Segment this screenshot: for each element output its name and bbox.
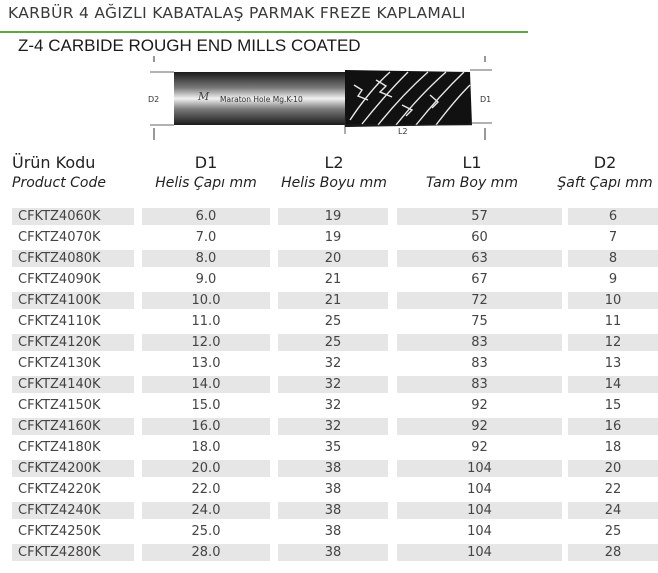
- product-code-cell: CFKTZ4240K: [12, 502, 134, 519]
- l1-cell: 72: [397, 292, 562, 309]
- product-code-cell: CFKTZ4280K: [12, 544, 134, 561]
- d2-cell: 28: [568, 544, 658, 561]
- l2-cell: 20: [278, 250, 388, 267]
- l2-cell: 25: [278, 334, 388, 351]
- l2-cell: 32: [324, 398, 342, 413]
- l1-cell: 63: [397, 250, 562, 267]
- shank-engraving: Maraton Hole Mg.K-10: [220, 95, 303, 104]
- l1-cell: 75: [471, 314, 488, 329]
- l2-cell: 19: [324, 230, 342, 245]
- d1-cell: 14.0: [142, 376, 270, 393]
- product-code-cell: CFKTZ4110K: [18, 314, 101, 329]
- table-row: [0, 479, 658, 500]
- product-code-cell: CFKTZ4090K: [18, 272, 101, 287]
- l1-cell: 67: [471, 272, 488, 287]
- d1-label: D1: [480, 95, 492, 104]
- table-row: [0, 206, 658, 227]
- maraton-logo: M: [198, 90, 210, 103]
- page-subtitle: Z-4 CARBIDE ROUGH END MILLS COATED: [18, 36, 361, 55]
- l1-cell: 57: [397, 208, 562, 225]
- table-row: [0, 437, 658, 458]
- d2-cell: 9: [608, 272, 618, 287]
- d2-cell: 15: [604, 398, 622, 413]
- l2-cell: 32: [278, 376, 388, 393]
- table-row: [0, 269, 658, 290]
- product-code-cell: CFKTZ4100K: [12, 292, 134, 309]
- d1-cell: 24.0: [142, 502, 270, 519]
- d2-cell: 6: [568, 208, 658, 225]
- l1-cell: 104: [397, 544, 562, 561]
- table-row: [0, 500, 658, 521]
- l2-cell: 32: [324, 356, 342, 371]
- table-row: [0, 227, 658, 248]
- d1-cell: 20.0: [142, 460, 270, 477]
- l1-cell: 60: [471, 230, 488, 245]
- d1-cell: 13.0: [191, 356, 221, 371]
- product-code-cell: CFKTZ4150K: [18, 398, 101, 413]
- table-row: [0, 416, 658, 437]
- table-row: [0, 374, 658, 395]
- l1-cell: 92: [471, 440, 488, 455]
- product-code-cell: CFKTZ4180K: [18, 440, 101, 455]
- l1-cell: 104: [397, 502, 562, 519]
- header-d2: D2 Şaft Çapı mm: [557, 153, 653, 191]
- d2-cell: 14: [568, 376, 658, 393]
- l1-cell: 104: [467, 482, 492, 497]
- l2-label: L2: [398, 127, 408, 136]
- d2-label: D2: [148, 95, 160, 104]
- table-row: [0, 332, 658, 353]
- d2-cell: 13: [604, 356, 622, 371]
- product-code-cell: CFKTZ4080K: [12, 250, 134, 267]
- d1-cell: 28.0: [142, 544, 270, 561]
- d2-cell: 22: [604, 482, 622, 497]
- l1-cell: 83: [471, 356, 488, 371]
- l2-cell: 21: [278, 292, 388, 309]
- l2-cell: 38: [278, 502, 388, 519]
- product-code-cell: CFKTZ4200K: [12, 460, 134, 477]
- d1-cell: 6.0: [142, 208, 270, 225]
- d2-cell: 24: [568, 502, 658, 519]
- end-mill-diagram: [140, 50, 500, 140]
- product-code-cell: CFKTZ4250K: [18, 524, 101, 539]
- d2-cell: 12: [568, 334, 658, 351]
- d1-cell: 8.0: [142, 250, 270, 267]
- l2-cell: 38: [278, 460, 388, 477]
- product-code-cell: CFKTZ4070K: [18, 230, 101, 245]
- l1-cell: 92: [397, 418, 562, 435]
- table-row: [0, 248, 658, 269]
- table-row: [0, 458, 658, 479]
- d1-cell: 15.0: [191, 398, 221, 413]
- header-d1: D1 Helis Çapı mm: [155, 153, 257, 191]
- table-row: [0, 311, 658, 332]
- d1-cell: 18.0: [191, 440, 221, 455]
- l2-cell: 38: [324, 524, 342, 539]
- l2-cell: 19: [278, 208, 388, 225]
- table-row: [0, 521, 658, 542]
- product-code-cell: CFKTZ4060K: [12, 208, 134, 225]
- d1-cell: 7.0: [195, 230, 217, 245]
- d2-cell: 8: [568, 250, 658, 267]
- d1-cell: 9.0: [195, 272, 217, 287]
- d1-cell: 11.0: [191, 314, 221, 329]
- l1-cell: 83: [397, 334, 562, 351]
- table-row: [0, 395, 658, 416]
- d1-cell: 25.0: [191, 524, 221, 539]
- product-code-cell: CFKTZ4160K: [12, 418, 134, 435]
- l2-cell: 32: [278, 418, 388, 435]
- product-code-cell: CFKTZ4120K: [12, 334, 134, 351]
- l2-cell: 38: [324, 482, 342, 497]
- header-product-code: Ürün Kodu Product Code: [12, 153, 107, 191]
- l2-cell: 25: [324, 314, 342, 329]
- d1-cell: 22.0: [191, 482, 221, 497]
- d2-cell: 16: [568, 418, 658, 435]
- d1-cell: 10.0: [142, 292, 270, 309]
- d2-cell: 7: [608, 230, 618, 245]
- product-code-cell: CFKTZ4130K: [18, 356, 101, 371]
- table-row: [0, 353, 658, 374]
- l2-cell: 21: [324, 272, 342, 287]
- l2-cell: 35: [324, 440, 342, 455]
- product-code-cell: CFKTZ4220K: [18, 482, 101, 497]
- l1-cell: 83: [397, 376, 562, 393]
- product-code-cell: CFKTZ4140K: [12, 376, 134, 393]
- l1-cell: 104: [467, 524, 492, 539]
- d1-cell: 16.0: [142, 418, 270, 435]
- l1-cell: 104: [397, 460, 562, 477]
- table-row: [0, 542, 658, 563]
- l2-cell: 38: [278, 544, 388, 561]
- d2-cell: 18: [604, 440, 622, 455]
- title-divider: [0, 31, 528, 33]
- d2-cell: 11: [604, 314, 622, 329]
- d2-cell: 10: [568, 292, 658, 309]
- l1-cell: 92: [471, 398, 488, 413]
- header-l2: L2 Helis Boyu mm: [281, 153, 387, 191]
- d2-cell: 25: [604, 524, 622, 539]
- page-title: KARBÜR 4 AĞIZLI KABATALAŞ PARMAK FREZE KAPLAMALI: [8, 4, 466, 22]
- table-row: [0, 290, 658, 311]
- header-l1: L1 Tam Boy mm: [426, 153, 518, 191]
- d1-cell: 12.0: [142, 334, 270, 351]
- d2-cell: 20: [568, 460, 658, 477]
